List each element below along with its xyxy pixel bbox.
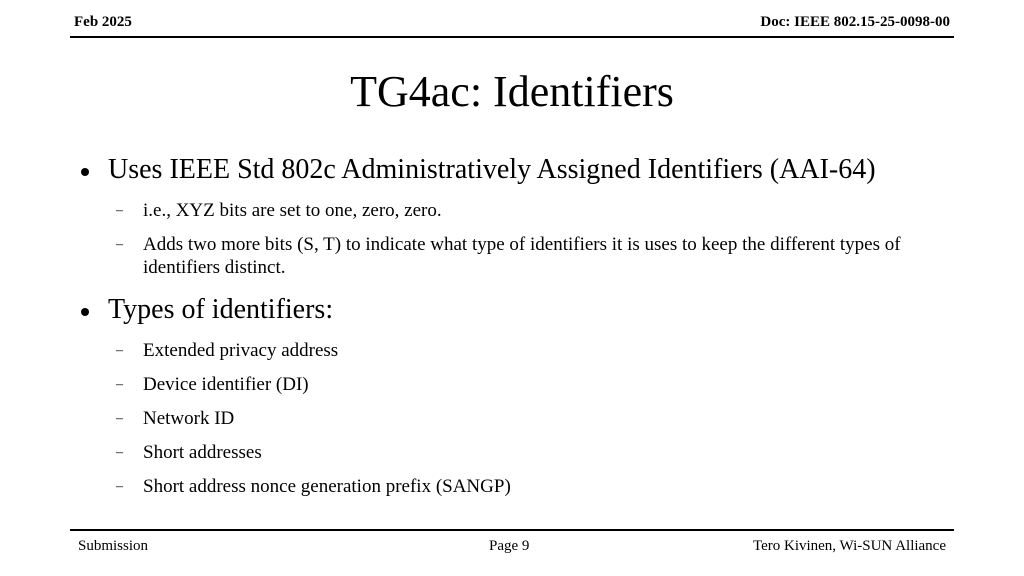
- sub-bullet-sangp: [78, 475, 958, 498]
- sub-bullet-text: i.e., XYZ bits are set to one, zero, zero.: [143, 200, 442, 221]
- footer-submission: Submission: [78, 538, 149, 554]
- bullet-text: Uses IEEE Std 802c Administratively Assigned Identifiers (AAI-64): [108, 154, 876, 185]
- sub-bullet-text: Short addresses: [143, 442, 262, 463]
- dash-icon: –: [116, 343, 123, 358]
- sub-bullet-st-bits: [78, 233, 958, 279]
- bullet-dot-icon: [81, 308, 89, 316]
- sub-bullet-network-id: [78, 407, 958, 430]
- sub-bullet-xyz-bits: [78, 199, 958, 222]
- footer-author: Tero Kivinen, Wi-SUN Alliance: [752, 538, 946, 554]
- dash-icon: –: [116, 203, 123, 218]
- dash-icon: –: [116, 377, 123, 392]
- sub-bullet-text: Extended privacy address: [143, 340, 339, 361]
- bullet-aai-64: [78, 152, 958, 188]
- footer-divider: [70, 529, 954, 531]
- sub-bullet-text: Device identifier (DI): [143, 374, 309, 395]
- bullet-types-of-identifiers: [78, 292, 958, 328]
- header-doc-id: Doc: IEEE 802.15-25-0098-00: [760, 14, 950, 30]
- slide-body: [78, 148, 958, 498]
- sub-bullet-text: Short address nonce generation prefix (SANGP): [143, 476, 511, 497]
- bullet-dot-icon: [81, 168, 89, 176]
- sub-bullet-text: Network ID: [143, 408, 235, 429]
- dash-icon: –: [116, 411, 123, 426]
- slide-title: TG4ac: Identifiers: [350, 67, 674, 116]
- bullet-text: Types of identifiers:: [108, 294, 334, 325]
- header-divider: [70, 36, 954, 38]
- sub-bullet-device-identifier: [78, 373, 958, 396]
- sub-bullet-short-addresses: [78, 441, 958, 464]
- footer-page-number: Page 9: [489, 538, 530, 554]
- dash-icon: –: [116, 237, 123, 252]
- header-date: Feb 2025: [74, 14, 132, 30]
- dash-icon: –: [116, 479, 123, 494]
- sub-bullet-text: Adds two more bits (S, T) to indicate what type of identifiers it is uses to keep the different types of identifiers distinct.: [143, 234, 901, 278]
- sub-bullet-extended-privacy-address: [78, 339, 958, 362]
- dash-icon: –: [116, 445, 123, 460]
